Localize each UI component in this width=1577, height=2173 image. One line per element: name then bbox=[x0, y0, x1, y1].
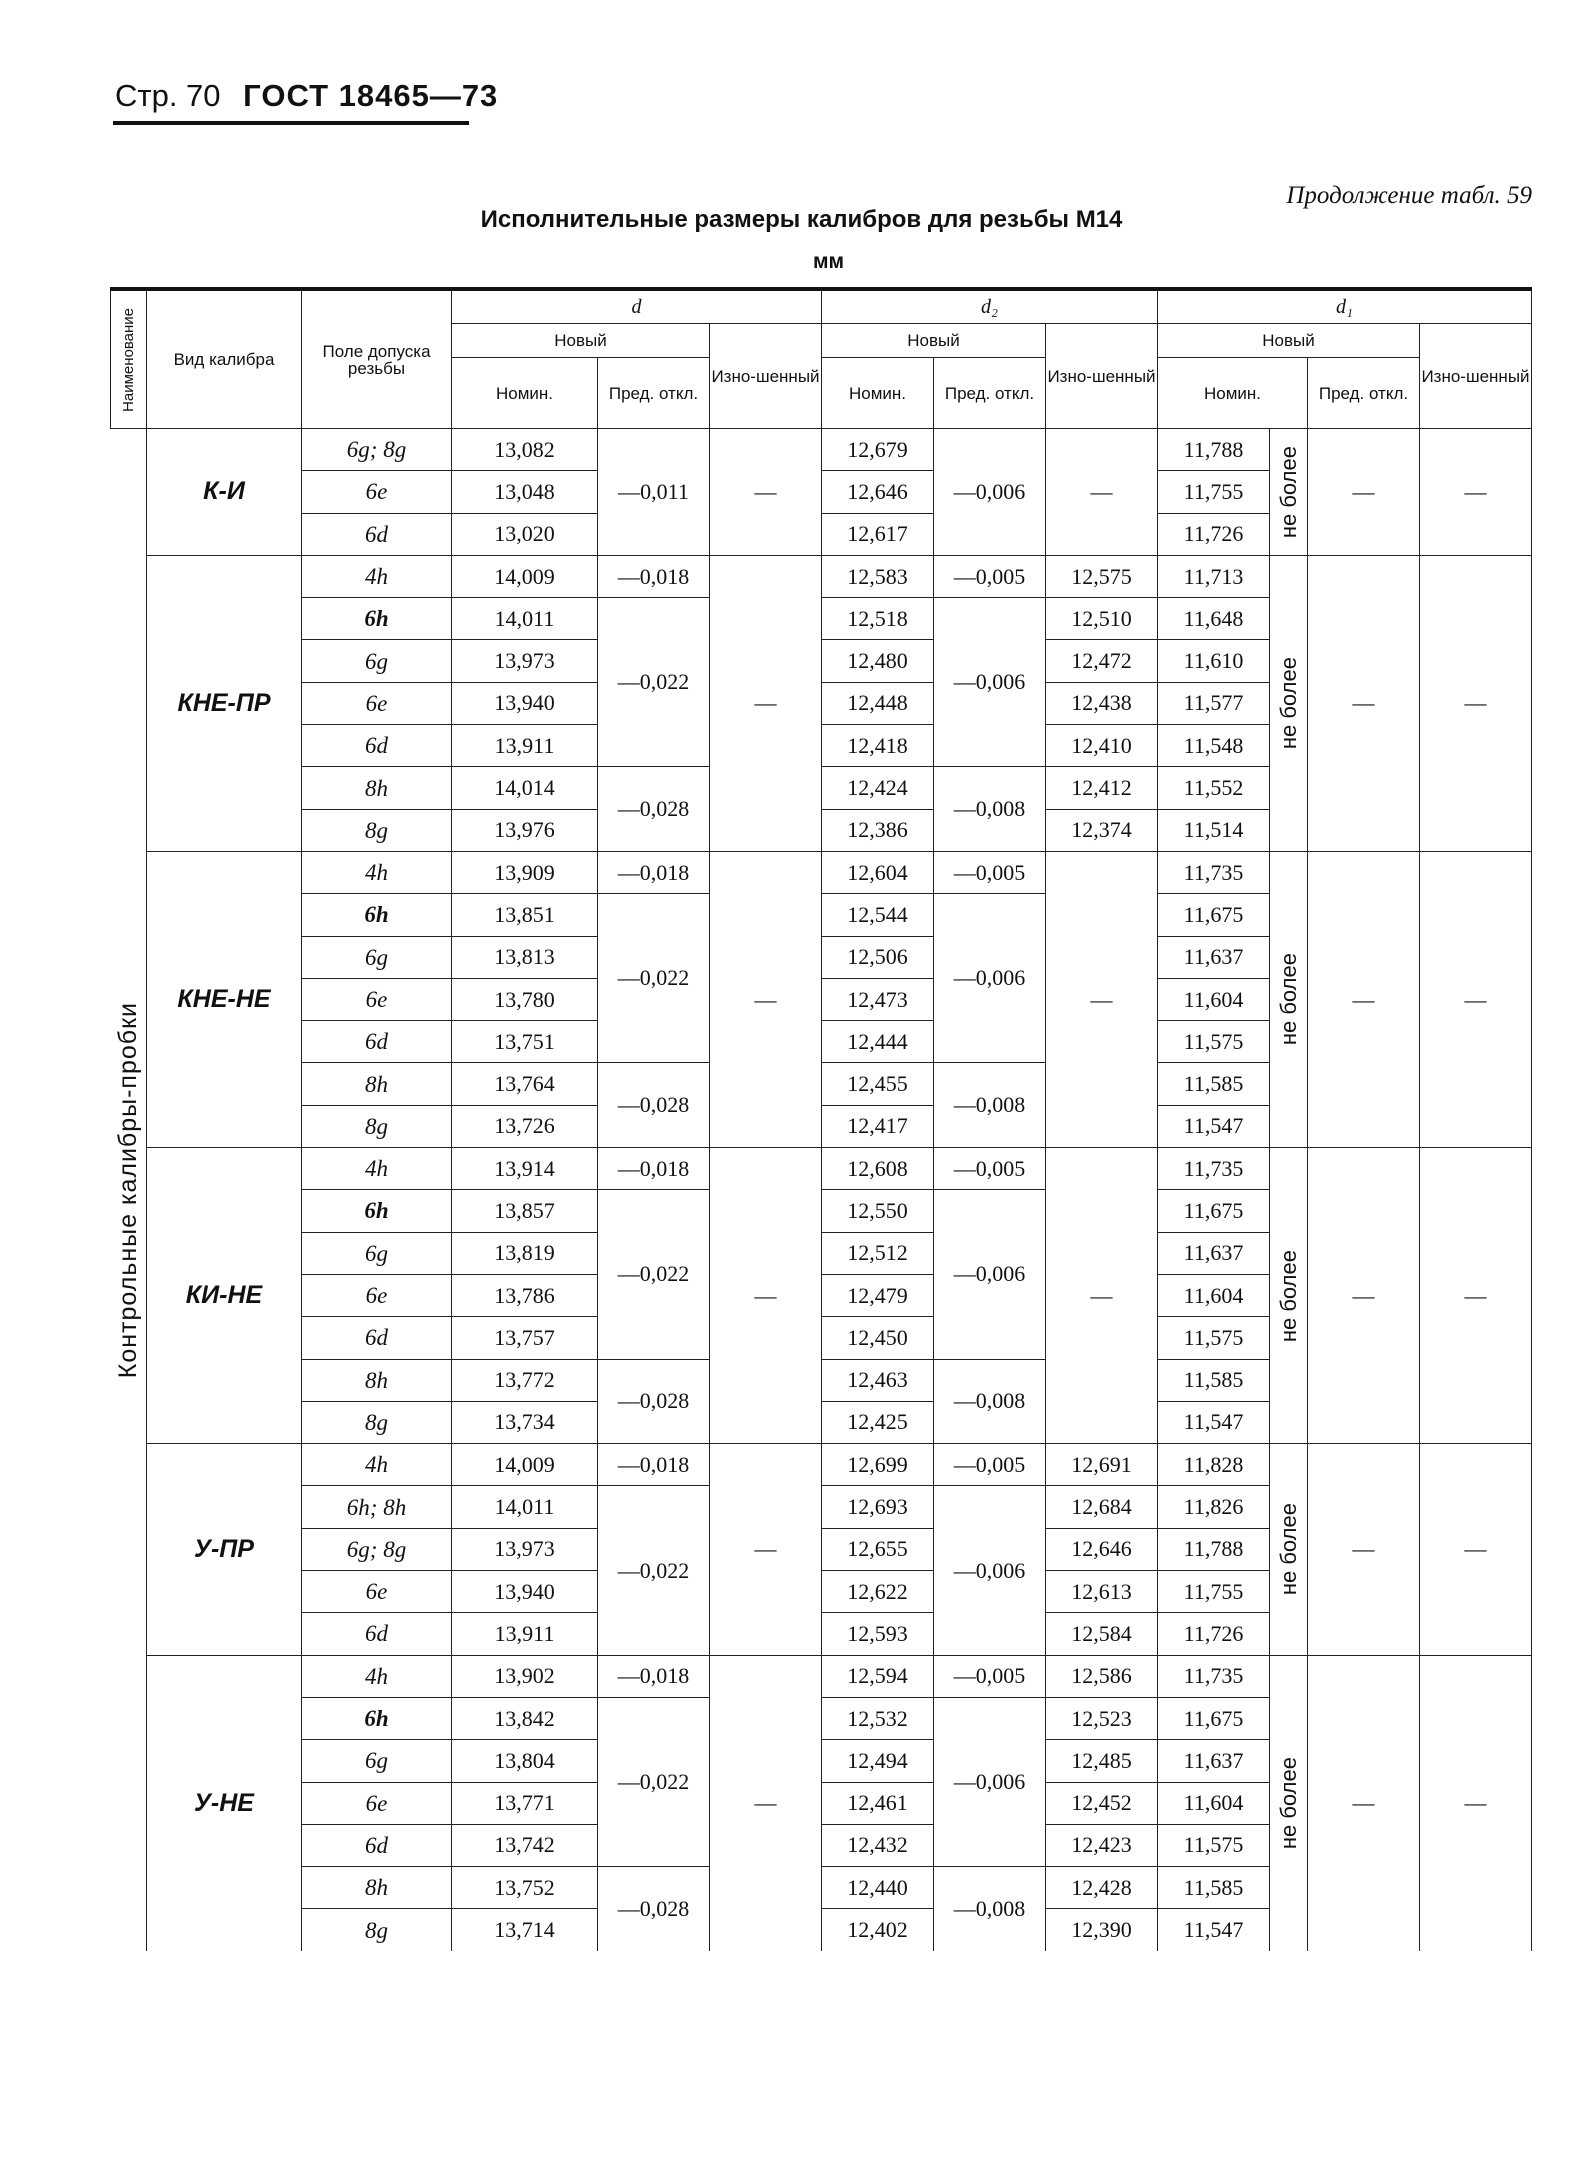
d-deviation: —0,011 bbox=[598, 429, 710, 556]
d2-worn: 12,510 bbox=[1046, 598, 1158, 640]
d1-nominal: 11,788 bbox=[1158, 1528, 1270, 1570]
tolerance-field: 6g; 8g bbox=[302, 1528, 452, 1570]
d2-nominal: 12,386 bbox=[822, 809, 934, 851]
d1-nominal: 11,604 bbox=[1158, 978, 1270, 1020]
d2-nominal: 12,594 bbox=[822, 1655, 934, 1697]
table-title: Исполнительные размеры калибров для резьбы М14 bbox=[480, 206, 1123, 233]
tolerance-field: 4h bbox=[302, 1444, 452, 1486]
d2-nominal: 12,604 bbox=[822, 851, 934, 893]
standard-number: ГОСТ 18465—73 bbox=[243, 78, 499, 113]
tolerance-field: 8g bbox=[302, 1105, 452, 1147]
d-deviation: —0,022 bbox=[598, 894, 710, 1063]
d1-nominal: 11,726 bbox=[1158, 1613, 1270, 1655]
d-worn: — bbox=[710, 1444, 822, 1655]
d-nominal: 13,757 bbox=[452, 1317, 598, 1359]
d1-deviation: — bbox=[1308, 1655, 1420, 1951]
d2-nominal: 12,646 bbox=[822, 471, 934, 513]
d2-nominal: 12,418 bbox=[822, 725, 934, 767]
tolerance-field: 4h bbox=[302, 1148, 452, 1190]
d2-worn: 12,485 bbox=[1046, 1740, 1158, 1782]
header-d2-nomin: Номин. bbox=[822, 358, 934, 429]
d1-nominal: 11,826 bbox=[1158, 1486, 1270, 1528]
d2-nominal: 12,425 bbox=[822, 1401, 934, 1443]
d2-deviation: —0,005 bbox=[934, 851, 1046, 893]
tolerance-field: 6g bbox=[302, 640, 452, 682]
gauge-type-name: У-ПР bbox=[147, 1444, 302, 1655]
header-d1-worn: Изно-шенный bbox=[1420, 324, 1532, 429]
header-d: d bbox=[452, 289, 822, 324]
table-continuation: Продолжение табл. 59 bbox=[1286, 182, 1532, 209]
d-nominal: 13,752 bbox=[452, 1867, 598, 1909]
d-nominal: 13,764 bbox=[452, 1063, 598, 1105]
d-nominal: 14,009 bbox=[452, 555, 598, 597]
tolerance-field: 6e bbox=[302, 1782, 452, 1824]
d2-worn: 12,412 bbox=[1046, 767, 1158, 809]
d1-nominal: 11,637 bbox=[1158, 1740, 1270, 1782]
d2-deviation: —0,005 bbox=[934, 1655, 1046, 1697]
tolerance-field: 4h bbox=[302, 1655, 452, 1697]
d1-not-more-label: не более bbox=[1270, 1444, 1308, 1655]
d1-worn: — bbox=[1420, 1444, 1532, 1655]
d2-nominal: 12,424 bbox=[822, 767, 934, 809]
header-d1-nomin: Номин. bbox=[1158, 358, 1308, 429]
d2-worn: 12,452 bbox=[1046, 1782, 1158, 1824]
header-name: Наименование bbox=[111, 289, 147, 429]
tolerance-field: 6d bbox=[302, 725, 452, 767]
tolerance-field: 6g bbox=[302, 1232, 452, 1274]
d-nominal: 13,742 bbox=[452, 1824, 598, 1866]
d2-worn: 12,586 bbox=[1046, 1655, 1158, 1697]
tolerance-field: 6e bbox=[302, 1274, 452, 1316]
d2-nominal: 12,544 bbox=[822, 894, 934, 936]
d-worn: — bbox=[710, 1655, 822, 1951]
d2-nominal: 12,432 bbox=[822, 1824, 934, 1866]
d-nominal: 13,940 bbox=[452, 1571, 598, 1613]
tolerance-field: 6d bbox=[302, 1021, 452, 1063]
d-nominal: 13,940 bbox=[452, 682, 598, 724]
d2-nominal: 12,593 bbox=[822, 1613, 934, 1655]
page-header bbox=[115, 78, 498, 114]
d-nominal: 13,911 bbox=[452, 1613, 598, 1655]
tolerance-field: 6g bbox=[302, 936, 452, 978]
d-worn: — bbox=[710, 851, 822, 1147]
d1-nominal: 11,585 bbox=[1158, 1867, 1270, 1909]
d2-deviation: —0,008 bbox=[934, 767, 1046, 852]
tolerance-field: 8h bbox=[302, 1867, 452, 1909]
d-deviation: —0,018 bbox=[598, 1148, 710, 1190]
d2-nominal: 12,463 bbox=[822, 1359, 934, 1401]
d2-deviation: —0,006 bbox=[934, 598, 1046, 767]
header-d2-new: Новый bbox=[822, 324, 1046, 358]
d1-deviation: — bbox=[1308, 1148, 1420, 1444]
d1-nominal: 11,637 bbox=[1158, 1232, 1270, 1274]
header-d1: d₁ bbox=[1158, 289, 1532, 324]
d2-deviation: —0,006 bbox=[934, 1486, 1046, 1655]
d2-nominal: 12,440 bbox=[822, 1867, 934, 1909]
tolerance-field: 8h bbox=[302, 1063, 452, 1105]
tolerance-field: 8g bbox=[302, 1909, 452, 1951]
d2-deviation: —0,005 bbox=[934, 555, 1046, 597]
d2-nominal: 12,608 bbox=[822, 1148, 934, 1190]
d-nominal: 14,009 bbox=[452, 1444, 598, 1486]
d-nominal: 13,734 bbox=[452, 1401, 598, 1443]
d-deviation: —0,028 bbox=[598, 1359, 710, 1444]
d1-nominal: 11,575 bbox=[1158, 1824, 1270, 1866]
d1-deviation: — bbox=[1308, 851, 1420, 1147]
d1-not-more-label: не более bbox=[1270, 555, 1308, 851]
d-nominal: 13,914 bbox=[452, 1148, 598, 1190]
d-nominal: 13,813 bbox=[452, 936, 598, 978]
d-nominal: 13,851 bbox=[452, 894, 598, 936]
d2-deviation: —0,006 bbox=[934, 1697, 1046, 1866]
d2-deviation: —0,005 bbox=[934, 1148, 1046, 1190]
d2-deviation: —0,008 bbox=[934, 1359, 1046, 1444]
d1-worn: — bbox=[1420, 555, 1532, 851]
tolerance-field: 4h bbox=[302, 851, 452, 893]
tolerance-field: 6g bbox=[302, 1740, 452, 1782]
table-body bbox=[111, 429, 1532, 1951]
d-worn: — bbox=[710, 555, 822, 851]
d2-worn: 12,691 bbox=[1046, 1444, 1158, 1486]
d-nominal: 13,973 bbox=[452, 1528, 598, 1570]
d2-nominal: 12,679 bbox=[822, 429, 934, 471]
unit-label: мм bbox=[812, 250, 845, 273]
d-nominal: 13,911 bbox=[452, 725, 598, 767]
header-rule bbox=[113, 121, 469, 125]
tolerance-field: 6e bbox=[302, 978, 452, 1020]
d2-nominal: 12,448 bbox=[822, 682, 934, 724]
d2-nominal: 12,444 bbox=[822, 1021, 934, 1063]
d1-nominal: 11,514 bbox=[1158, 809, 1270, 851]
d2-worn: 12,410 bbox=[1046, 725, 1158, 767]
d1-nominal: 11,604 bbox=[1158, 1782, 1270, 1824]
d2-worn: 12,374 bbox=[1046, 809, 1158, 851]
d-deviation: —0,022 bbox=[598, 598, 710, 767]
d2-nominal: 12,550 bbox=[822, 1190, 934, 1232]
d-nominal: 13,973 bbox=[452, 640, 598, 682]
d-nominal: 13,726 bbox=[452, 1105, 598, 1147]
d2-nominal: 12,402 bbox=[822, 1909, 934, 1951]
d2-nominal: 12,617 bbox=[822, 513, 934, 555]
d1-deviation: — bbox=[1308, 555, 1420, 851]
table-row bbox=[111, 1148, 1532, 1190]
d2-deviation: —0,006 bbox=[934, 894, 1046, 1063]
d1-nominal: 11,552 bbox=[1158, 767, 1270, 809]
d1-nominal: 11,675 bbox=[1158, 1190, 1270, 1232]
d2-nominal: 12,518 bbox=[822, 598, 934, 640]
d-nominal: 13,819 bbox=[452, 1232, 598, 1274]
d2-worn: 12,390 bbox=[1046, 1909, 1158, 1951]
d2-worn: 12,584 bbox=[1046, 1613, 1158, 1655]
d2-deviation: —0,006 bbox=[934, 429, 1046, 556]
d2-worn: 12,423 bbox=[1046, 1824, 1158, 1866]
d1-not-more-label: не более bbox=[1270, 851, 1308, 1147]
tolerance-field: 6h bbox=[302, 1697, 452, 1739]
d-nominal: 13,857 bbox=[452, 1190, 598, 1232]
d1-nominal: 11,577 bbox=[1158, 682, 1270, 724]
table-row bbox=[111, 851, 1532, 893]
d-deviation: —0,028 bbox=[598, 767, 710, 852]
d1-nominal: 11,610 bbox=[1158, 640, 1270, 682]
gauge-type-name: У-НЕ bbox=[147, 1655, 302, 1951]
d1-nominal: 11,675 bbox=[1158, 894, 1270, 936]
d-nominal: 13,780 bbox=[452, 978, 598, 1020]
d2-worn: 12,428 bbox=[1046, 1867, 1158, 1909]
d1-worn: — bbox=[1420, 1655, 1532, 1951]
d2-nominal: 12,532 bbox=[822, 1697, 934, 1739]
d2-worn: — bbox=[1046, 429, 1158, 556]
table-row bbox=[111, 1655, 1532, 1697]
d-nominal: 13,909 bbox=[452, 851, 598, 893]
gauge-type-name: К-И bbox=[147, 429, 302, 556]
tolerance-field: 6d bbox=[302, 1613, 452, 1655]
d2-nominal: 12,461 bbox=[822, 1782, 934, 1824]
d1-deviation: — bbox=[1308, 1444, 1420, 1655]
d1-nominal: 11,788 bbox=[1158, 429, 1270, 471]
d-deviation: —0,018 bbox=[598, 555, 710, 597]
d1-not-more-label: не более bbox=[1270, 1148, 1308, 1444]
d1-nominal: 11,548 bbox=[1158, 725, 1270, 767]
d-deviation: —0,022 bbox=[598, 1190, 710, 1359]
d-nominal: 13,771 bbox=[452, 1782, 598, 1824]
d-nominal: 13,804 bbox=[452, 1740, 598, 1782]
d2-worn: 12,613 bbox=[1046, 1571, 1158, 1613]
table-row bbox=[111, 555, 1532, 597]
d-deviation: —0,018 bbox=[598, 851, 710, 893]
header-tolerance: Поле допуска резьбы bbox=[302, 289, 452, 429]
tolerance-field: 8h bbox=[302, 767, 452, 809]
d-deviation: —0,028 bbox=[598, 1867, 710, 1951]
tolerance-field: 4h bbox=[302, 555, 452, 597]
tolerance-field: 6h; 8h bbox=[302, 1486, 452, 1528]
d2-worn: 12,646 bbox=[1046, 1528, 1158, 1570]
d2-nominal: 12,455 bbox=[822, 1063, 934, 1105]
d2-deviation: —0,006 bbox=[934, 1190, 1046, 1359]
d1-not-more-label: не более bbox=[1270, 1655, 1308, 1951]
d-deviation: —0,018 bbox=[598, 1444, 710, 1486]
header-d-dev: Пред. откл. bbox=[598, 358, 710, 429]
d1-nominal: 11,575 bbox=[1158, 1317, 1270, 1359]
header-d2: d₂ bbox=[822, 289, 1158, 324]
d2-worn: 12,684 bbox=[1046, 1486, 1158, 1528]
d1-nominal: 11,585 bbox=[1158, 1359, 1270, 1401]
d2-nominal: 12,494 bbox=[822, 1740, 934, 1782]
d2-nominal: 12,506 bbox=[822, 936, 934, 978]
d1-nominal: 11,713 bbox=[1158, 555, 1270, 597]
d-nominal: 13,048 bbox=[452, 471, 598, 513]
table-row bbox=[111, 429, 1532, 471]
d2-worn: 12,575 bbox=[1046, 555, 1158, 597]
d2-nominal: 12,473 bbox=[822, 978, 934, 1020]
d1-nominal: 11,828 bbox=[1158, 1444, 1270, 1486]
d-nominal: 13,020 bbox=[452, 513, 598, 555]
d-deviation: —0,022 bbox=[598, 1486, 710, 1655]
d-nominal: 13,082 bbox=[452, 429, 598, 471]
gauge-table bbox=[110, 287, 1532, 1951]
d2-nominal: 12,512 bbox=[822, 1232, 934, 1274]
tolerance-field: 6d bbox=[302, 1824, 452, 1866]
d2-deviation: —0,005 bbox=[934, 1444, 1046, 1486]
header-d1-new: Новый bbox=[1158, 324, 1420, 358]
d-nominal: 13,902 bbox=[452, 1655, 598, 1697]
d-nominal: 13,842 bbox=[452, 1697, 598, 1739]
d2-nominal: 12,479 bbox=[822, 1274, 934, 1316]
d-nominal: 14,011 bbox=[452, 598, 598, 640]
d1-not-more-label: не более bbox=[1270, 429, 1308, 556]
d-nominal: 13,751 bbox=[452, 1021, 598, 1063]
d1-nominal: 11,547 bbox=[1158, 1105, 1270, 1147]
d1-nominal: 11,648 bbox=[1158, 598, 1270, 640]
d-nominal: 13,714 bbox=[452, 1909, 598, 1951]
d1-nominal: 11,547 bbox=[1158, 1401, 1270, 1443]
d1-nominal: 11,675 bbox=[1158, 1697, 1270, 1739]
d1-nominal: 11,735 bbox=[1158, 1655, 1270, 1697]
d2-nominal: 12,622 bbox=[822, 1571, 934, 1613]
d2-worn: — bbox=[1046, 851, 1158, 1147]
d2-deviation: —0,008 bbox=[934, 1867, 1046, 1951]
gauge-type-name: КИ-НЕ bbox=[147, 1148, 302, 1444]
header-d-nomin: Номин. bbox=[452, 358, 598, 429]
header-d1-dev: Пред. откл. bbox=[1308, 358, 1420, 429]
d2-nominal: 12,693 bbox=[822, 1486, 934, 1528]
d-nominal: 14,011 bbox=[452, 1486, 598, 1528]
header-d2-worn: Изно-шенный bbox=[1046, 324, 1158, 429]
tolerance-field: 8g bbox=[302, 809, 452, 851]
d-nominal: 13,772 bbox=[452, 1359, 598, 1401]
d2-worn: 12,523 bbox=[1046, 1697, 1158, 1739]
gauge-type-name: КНЕ-НЕ bbox=[147, 851, 302, 1147]
d-worn: — bbox=[710, 1148, 822, 1444]
d-deviation: —0,022 bbox=[598, 1697, 710, 1866]
table-row bbox=[111, 1444, 1532, 1486]
d2-nominal: 12,417 bbox=[822, 1105, 934, 1147]
tolerance-field: 6d bbox=[302, 513, 452, 555]
gauge-type-name: КНЕ-ПР bbox=[147, 555, 302, 851]
d1-nominal: 11,547 bbox=[1158, 1909, 1270, 1951]
header-type: Вид калибра bbox=[147, 289, 302, 429]
tolerance-field: 8h bbox=[302, 1359, 452, 1401]
tolerance-field: 6h bbox=[302, 598, 452, 640]
d2-nominal: 12,699 bbox=[822, 1444, 934, 1486]
header-d-new: Новый bbox=[452, 324, 710, 358]
d2-worn: 12,472 bbox=[1046, 640, 1158, 682]
d2-nominal: 12,583 bbox=[822, 555, 934, 597]
table-header bbox=[111, 289, 1532, 429]
d-nominal: 14,014 bbox=[452, 767, 598, 809]
d2-nominal: 12,480 bbox=[822, 640, 934, 682]
d-nominal: 13,976 bbox=[452, 809, 598, 851]
d1-deviation: — bbox=[1308, 429, 1420, 556]
page-number: Стр. 70 bbox=[115, 78, 221, 113]
tolerance-field: 6h bbox=[302, 1190, 452, 1232]
d1-worn: — bbox=[1420, 1148, 1532, 1444]
d1-worn: — bbox=[1420, 851, 1532, 1147]
d2-worn: — bbox=[1046, 1148, 1158, 1444]
d1-nominal: 11,575 bbox=[1158, 1021, 1270, 1063]
d1-nominal: 11,735 bbox=[1158, 1148, 1270, 1190]
d1-nominal: 11,585 bbox=[1158, 1063, 1270, 1105]
d1-nominal: 11,726 bbox=[1158, 513, 1270, 555]
d2-worn: 12,438 bbox=[1046, 682, 1158, 724]
d1-nominal: 11,604 bbox=[1158, 1274, 1270, 1316]
d-worn: — bbox=[710, 429, 822, 556]
tolerance-field: 6e bbox=[302, 1571, 452, 1613]
d-deviation: —0,018 bbox=[598, 1655, 710, 1697]
d1-nominal: 11,755 bbox=[1158, 1571, 1270, 1613]
row-category-label: Контрольные калибры-пробки bbox=[111, 429, 147, 1951]
d1-nominal: 11,755 bbox=[1158, 471, 1270, 513]
tolerance-field: 8g bbox=[302, 1401, 452, 1443]
d2-nominal: 12,450 bbox=[822, 1317, 934, 1359]
tolerance-field: 6d bbox=[302, 1317, 452, 1359]
d1-worn: — bbox=[1420, 429, 1532, 556]
d2-nominal: 12,655 bbox=[822, 1528, 934, 1570]
d-nominal: 13,786 bbox=[452, 1274, 598, 1316]
tolerance-field: 6e bbox=[302, 471, 452, 513]
tolerance-field: 6h bbox=[302, 894, 452, 936]
d2-deviation: —0,008 bbox=[934, 1063, 1046, 1148]
d1-nominal: 11,637 bbox=[1158, 936, 1270, 978]
tolerance-field: 6e bbox=[302, 682, 452, 724]
header-d-worn: Изно-шенный bbox=[710, 324, 822, 429]
header-d2-dev: Пред. откл. bbox=[934, 358, 1046, 429]
d-deviation: —0,028 bbox=[598, 1063, 710, 1148]
d1-nominal: 11,735 bbox=[1158, 851, 1270, 893]
tolerance-field: 6g; 8g bbox=[302, 429, 452, 471]
